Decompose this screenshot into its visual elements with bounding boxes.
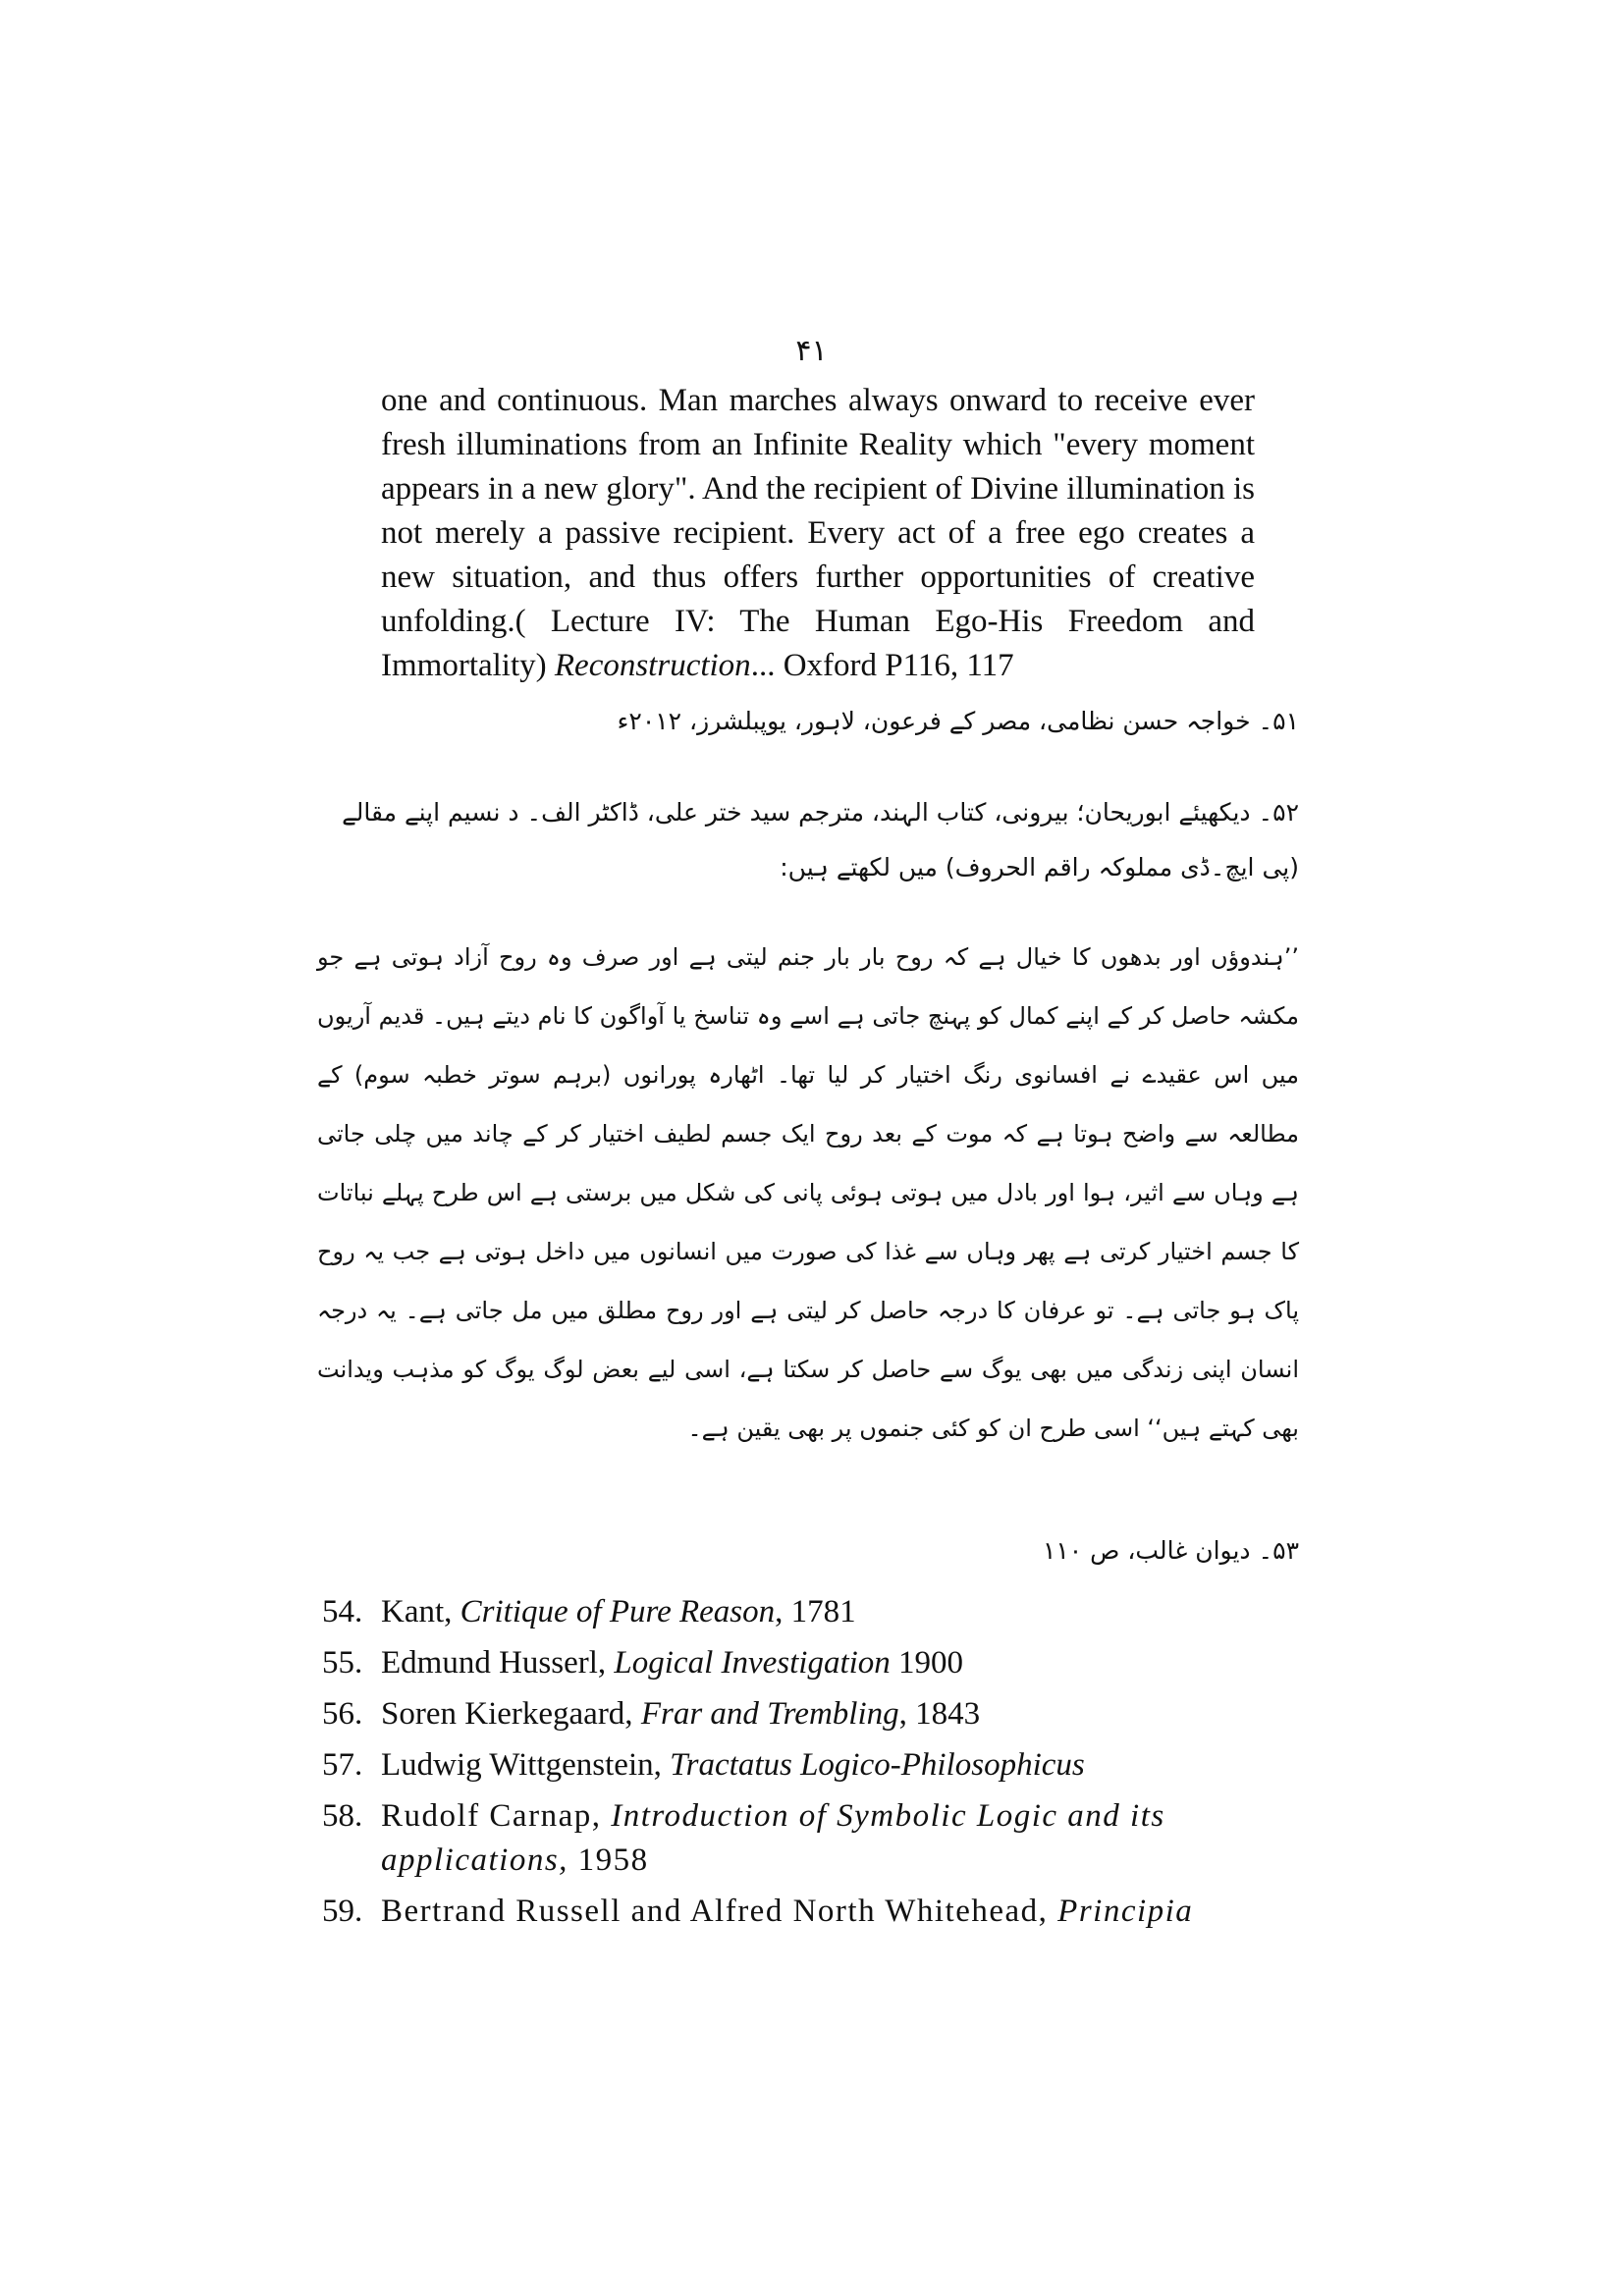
- reference-title: Introduction of Symbolic Logic and its applications,: [381, 1798, 1165, 1878]
- reference-author: Soren Kierkegaard,: [381, 1696, 641, 1732]
- note-52-quote: ’’ہندوؤں اور بدھوں کا خیال ہے کہ روح بار بار جنم لیتی ہے اور صرف وہ روح آزاد ہوتی ہے جو مکشہ حاصل کر کے اپنے کمال کو پہنچ جاتی ہے اسے وہ تناسخ یا آواگون کا نام دیتے ہیں۔ قدیم آریوں میں اس عقیدے نے افسانوی رنگ اختیار کر لیا تھا۔ اٹھارہ پورانوں (برہم سوتر خطبہ سوم) کے مطالعہ سے واضح ہوتا ہے کہ موت کے بعد روح ایک جسم لطیف اختیار کر کے چاند میں چلی جاتی ہے وہاں سے اثیر، ہوا اور بادل میں ہوتی ہوئی پانی کی شکل میں برستی ہے اس طرح پہلے نباتات کا جسم اختیار کرتی ہے پھر وہاں سے غذا کی صورت میں انسانوں میں داخل ہوتی ہے جب یہ روح پاک ہو جاتی ہے۔ تو عرفان کا درجہ حاصل کر لیتی ہے اور روح مطلق میں مل جاتی ہے۔ یہ درجہ انسان اپنی زندگی میں بھی یوگ سے حاصل کر سکتا ہے، اسی لیے بعض لوگ یوگ کو مذہب ویدانت بھی کہتے ہیں‘‘ اسی طرح ان کو کئی جنموں پر بھی یقین ہے۔: [317, 943, 1299, 1442]
- reference-number: 59.: [322, 1894, 363, 1929]
- reference-item: [322, 1590, 1255, 1634]
- reference-item: [322, 1692, 1255, 1736]
- reference-item: [322, 1890, 1255, 1934]
- quote-citation: ... Oxford P116, 117: [750, 648, 1014, 683]
- reference-number: 54.: [322, 1594, 363, 1629]
- reference-detail: , 1781: [775, 1594, 856, 1629]
- reference-author: Edmund Husserl,: [381, 1645, 615, 1681]
- note-52: ۵۲۔ دیکھیئے ابوریحان؛ بیرونی، کتاب الہند، مترجم سید ختر علی، ڈاکٹر الف۔ د نسیم اپنے مقالے (پی ایچ۔ڈی مملوکہ راقم الحروف) میں لکھتے ہیں:: [342, 798, 1299, 881]
- reference-detail: , 1843: [898, 1696, 981, 1732]
- reference-item: [322, 1794, 1255, 1883]
- reference-title: Principia: [1057, 1894, 1194, 1929]
- reference-detail: 1958: [568, 1842, 649, 1878]
- reference-title: Critique of Pure Reason: [460, 1594, 776, 1629]
- note-53: ۵۳۔ دیوان غالب، ص ۱۱۰: [1042, 1536, 1299, 1565]
- reference-title: Frar and Trembling: [640, 1696, 899, 1732]
- reference-author: Ludwig Wittgenstein,: [381, 1747, 671, 1783]
- quote-italic-title: Reconstruction: [554, 648, 751, 683]
- quote-text: one and continuous. Man marches always onward to receive ever fresh illuminations from an Infinite Reality which "every moment appears in a new glory". And the recipient of Divine illumination is not merely a passive recipient. Every act of a free ego creates a new situation, and thus offers further opportunities of creative unfolding.( Lecture IV: The Human Ego-His Freedom and Immortality): [381, 383, 1255, 683]
- reference-author: Bertrand Russell and Alfred North Whitehead,: [381, 1894, 1058, 1929]
- reference-number: 57.: [322, 1747, 363, 1783]
- reference-title: Logical Investigation: [614, 1645, 891, 1681]
- page-number: ۴۱: [795, 334, 828, 368]
- english-quote: [381, 379, 1255, 688]
- reference-title: Tractatus Logico-Philosophicus: [670, 1747, 1085, 1783]
- reference-item: [322, 1743, 1255, 1788]
- reference-author: Kant,: [381, 1594, 460, 1629]
- reference-list: [322, 1590, 1255, 1941]
- reference-number: 55.: [322, 1645, 363, 1681]
- note-51: ۵۱۔ خواجہ حسن نظامی، مصر کے فرعون، لاہور، یوپبلشرز، ۲۰۱۲ء: [617, 707, 1299, 735]
- reference-number: 56.: [322, 1696, 363, 1732]
- reference-detail: 1900: [890, 1645, 964, 1681]
- reference-author: Rudolf Carnap,: [381, 1798, 612, 1834]
- reference-item: [322, 1641, 1255, 1685]
- reference-number: 58.: [322, 1798, 363, 1834]
